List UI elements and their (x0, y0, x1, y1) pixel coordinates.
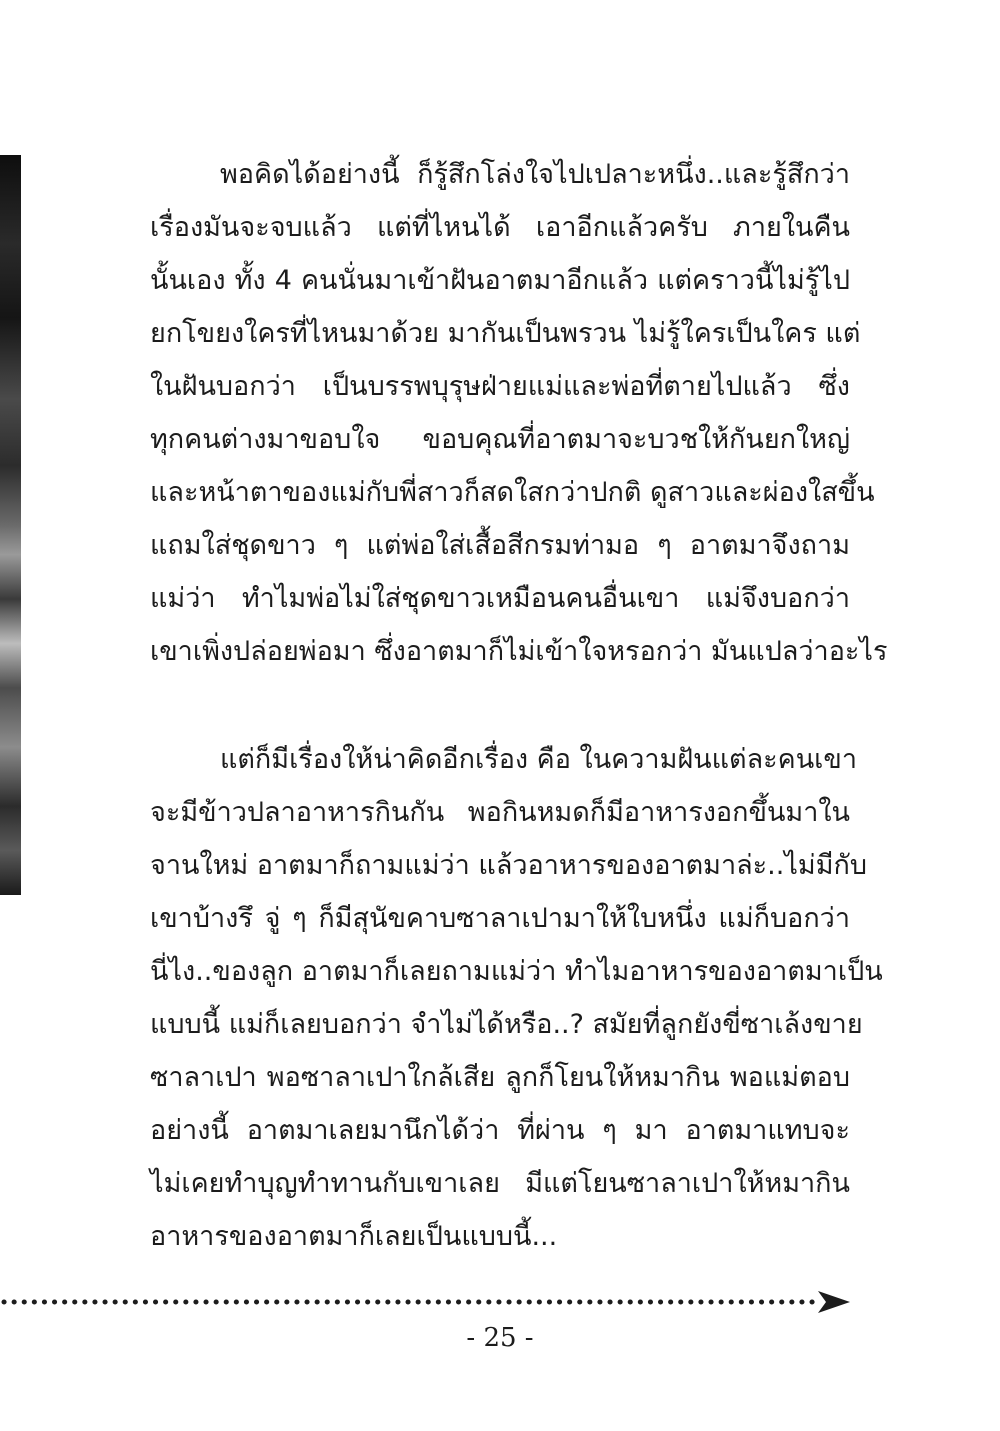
paragraph-2 (150, 733, 883, 1263)
text-line: พอคิดได้อย่างนี้ ก็รู้สึกโล่งใจไปเปลาะหนึ่ง..และรู้สึกว่า (220, 159, 850, 190)
arrow-head-icon (818, 1291, 850, 1313)
text-line: นี่ไง..ของลูก อาตมาก็เลยถามแม่ว่า ทำไมอาหารของอาตมาเป็น (150, 956, 883, 987)
text-line: เรื่องมันจะจบแล้ว แต่ที่ไหนได้ เอาอีกแล้วครับ ภายในคืน (150, 212, 850, 243)
text-line: ไม่เคยทำบุญทำทานกับเขาเลย มีแต่โยนซาลาเปาให้หมากิน (150, 1168, 850, 1199)
side-photo-strip (0, 155, 21, 895)
dotted-arrow-rule (0, 1290, 860, 1314)
text-line: ซาลาเปา พอซาลาเปาใกล้เสีย ลูกก็โยนให้หมากิน พอแม่ตอบ (150, 1062, 850, 1093)
text-line: ยกโขยงใครที่ไหนมาด้วย มากันเป็นพรวน ไม่รู้ใครเป็นใคร แต่ (150, 318, 861, 349)
page-number: - 25 - (466, 1323, 534, 1353)
text-line: จานใหม่ อาตมาก็ถามแม่ว่า แล้วอาหารของอาตมาล่ะ..ไม่มีกับ (150, 850, 867, 881)
text-line: เขาบ้างรึ จู่ ๆ ก็มีสุนัขคาบซาลาเปามาให้ใบหนึ่ง แม่ก็บอกว่า (150, 903, 850, 934)
text-line: แต่ก็มีเรื่องให้น่าคิดอีกเรื่อง คือ ในความฝันแต่ละคนเขา (220, 744, 857, 775)
body-text (150, 148, 888, 1263)
text-line: และหน้าตาของแม่กับพี่สาวก็สดใสกว่าปกติ ดูสาวและผ่องใสขึ้น (150, 477, 875, 508)
text-line: เขาเพิ่งปล่อยพ่อมา ซึ่งอาตมาก็ไม่เข้าใจหรอกว่า มันแปลว่าอะไร (150, 636, 888, 667)
text-line: จะมีข้าวปลาอาหารกินกัน พอกินหมดก็มีอาหารงอกขึ้นมาใน (150, 797, 850, 828)
paragraph-1 (150, 148, 888, 678)
text-line: แม่ว่า ทำไมพ่อไม่ใส่ชุดขาวเหมือนคนอื่นเขา แม่จึงบอกว่า (150, 583, 850, 614)
text-line: ทุกคนต่างมาขอบใจ ขอบคุณที่อาตมาจะบวชให้กันยกใหญ่ (150, 424, 850, 455)
text-line: ในฝันบอกว่า เป็นบรรพบุรุษฝ่ายแม่และพ่อที่ตายไปแล้ว ซึ่ง (150, 371, 850, 402)
text-line: แบบนี้ แม่ก็เลยบอกว่า จำไม่ได้หรือ..? สมัยที่ลูกยังขี่ซาเล้งขาย (150, 1009, 863, 1040)
text-line: อย่างนี้ อาตมาเลยมานึกได้ว่า ที่ผ่าน ๆ มา อาตมาแทบจะ (150, 1115, 850, 1146)
text-line: นั้นเอง ทั้ง 4 คนนั่นมาเข้าฝันอาตมาอีกแล้ว แต่คราวนี้ไม่รู้ไป (150, 265, 850, 296)
text-line: อาหารของอาตมาก็เลยเป็นแบบนี้... (150, 1221, 558, 1252)
text-line: แถมใส่ชุดขาว ๆ แต่พ่อใส่เสื้อสีกรมท่ามอ ๆ อาตมาจึงถาม (150, 530, 850, 561)
